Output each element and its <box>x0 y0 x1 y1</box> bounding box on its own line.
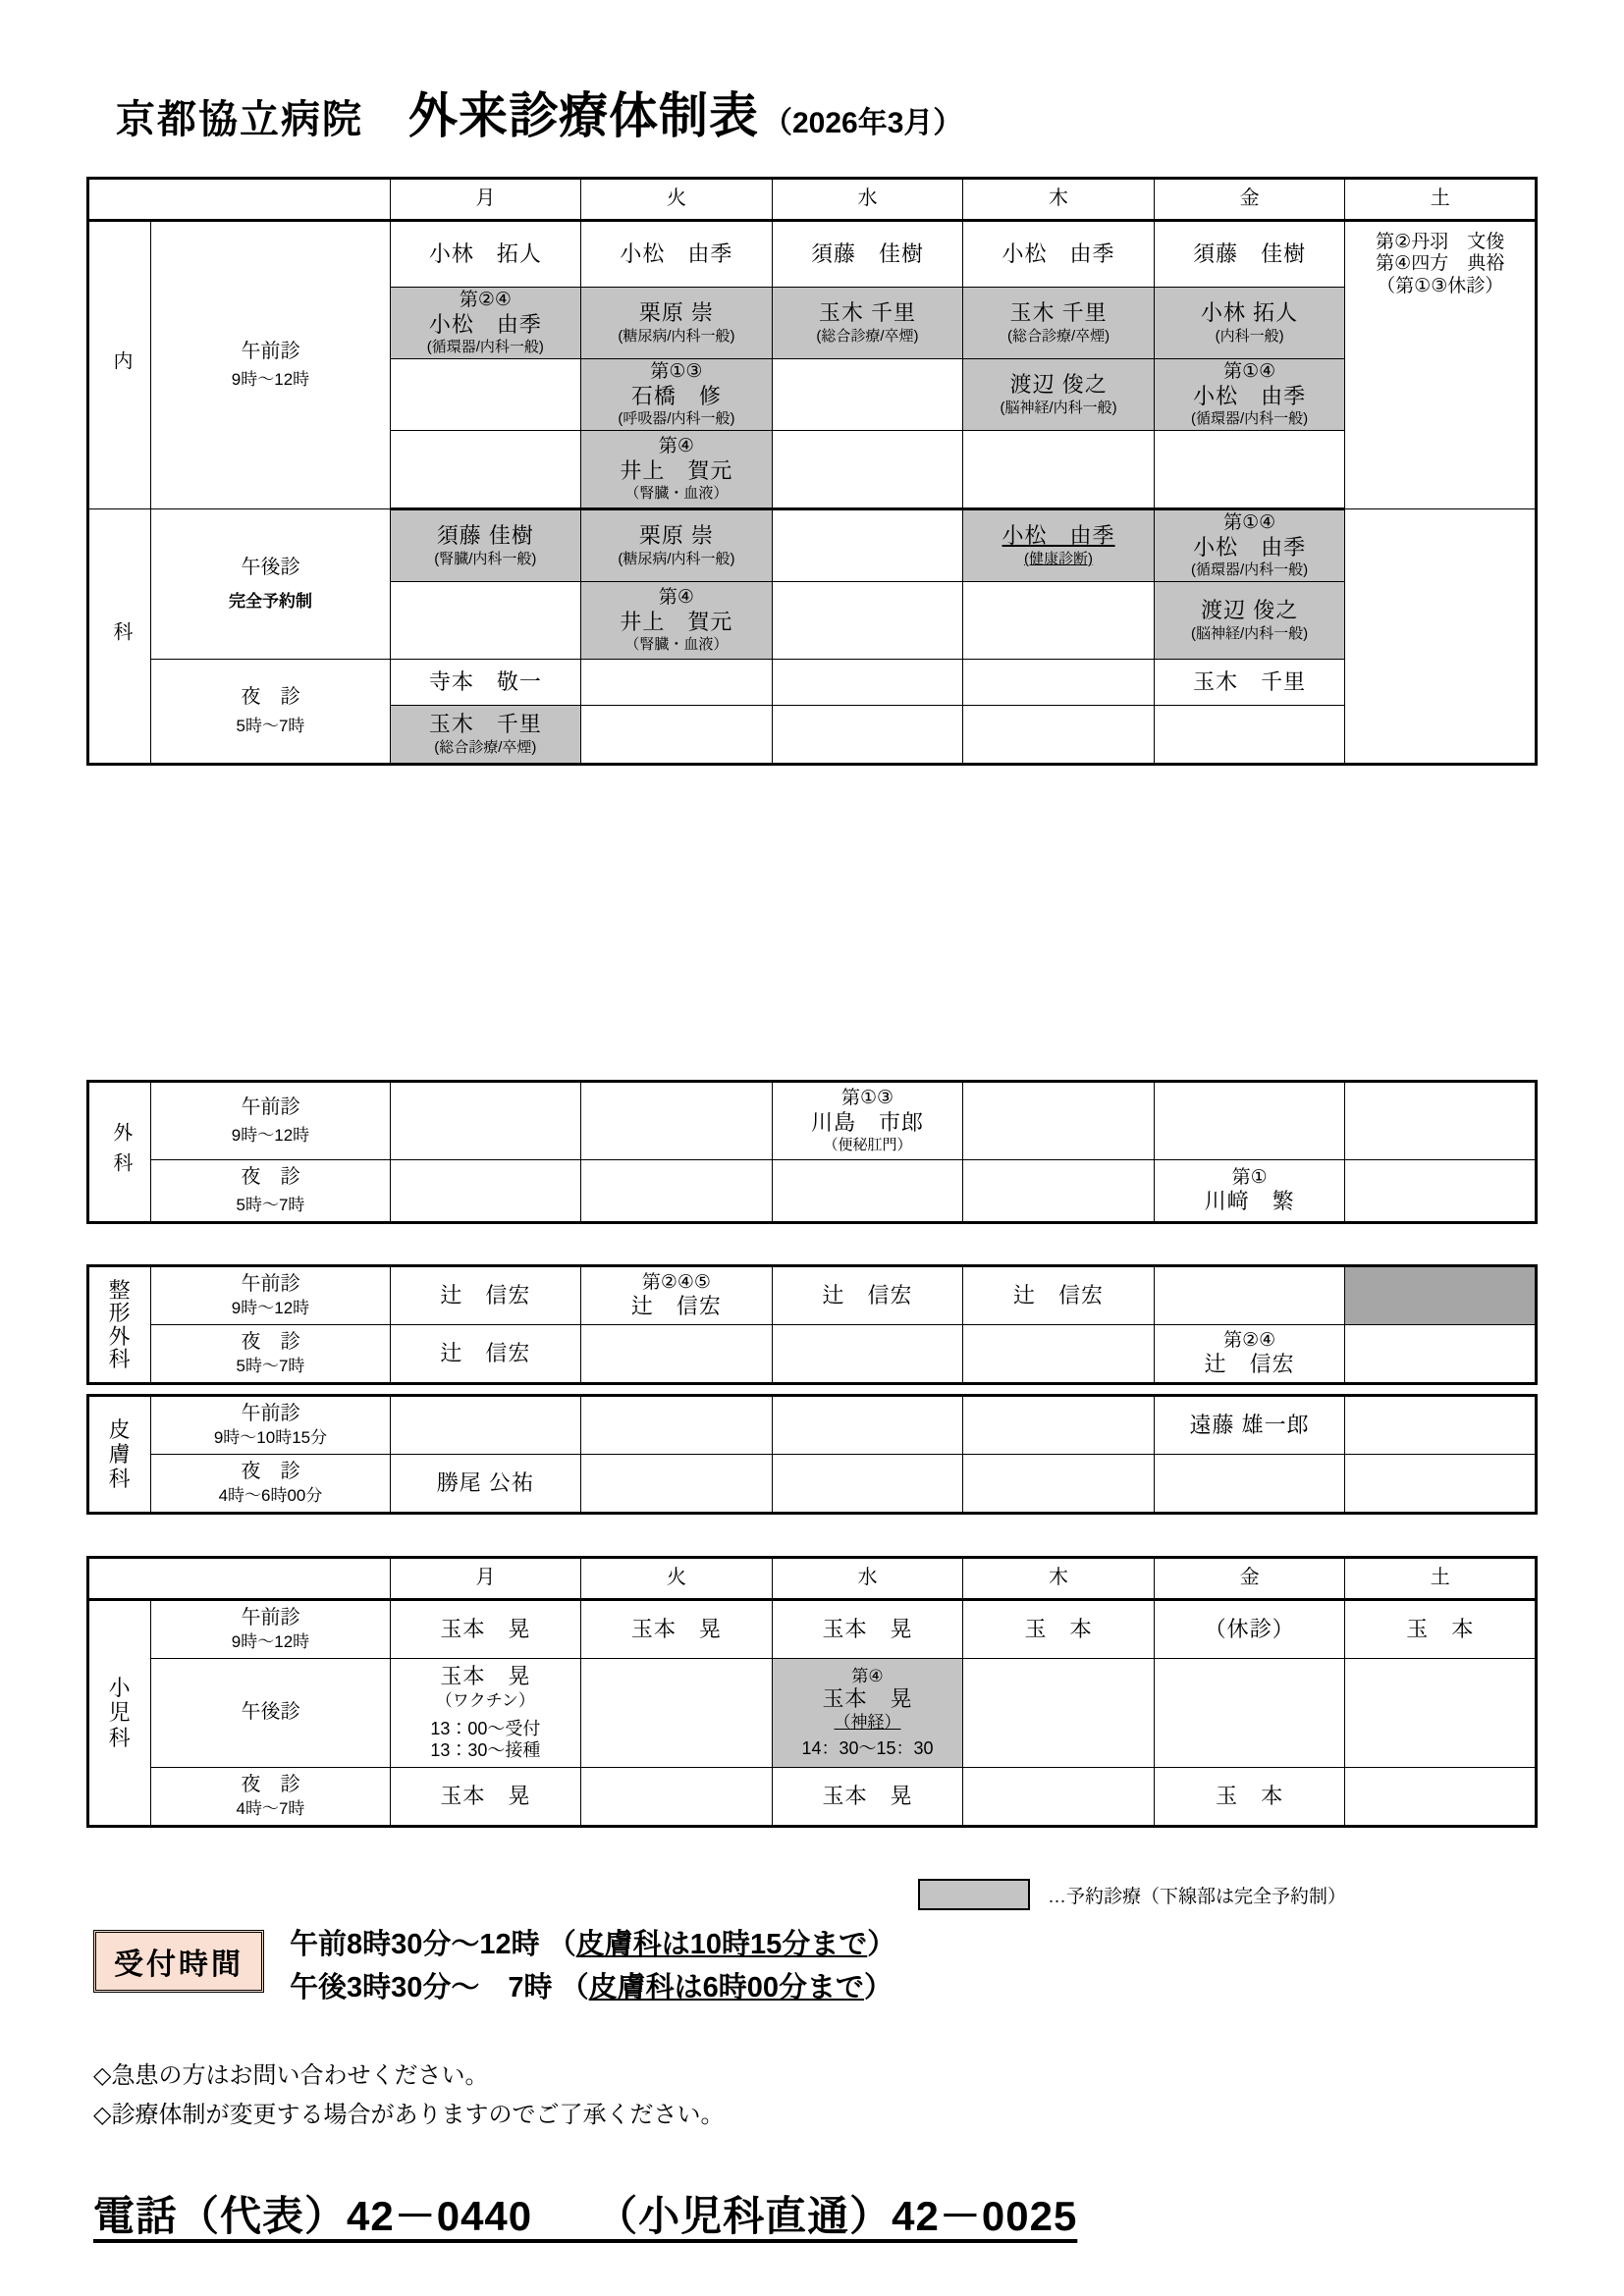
dept-orthopedics: 整 形 外 科 <box>88 1266 151 1384</box>
cell-internal-m4-tue: 第④ 井上 賀元 （腎臓・血液） <box>581 431 773 509</box>
note-item-1: ◇急患の方はお問い合わせください。 <box>93 2062 489 2089</box>
day-header-tue: 火 <box>581 179 773 221</box>
cell-peds-e-wed: 玉本 晃 <box>772 1768 963 1827</box>
notes <box>93 2056 724 2134</box>
reception-line-2 <box>290 1967 895 2010</box>
day-header-fri: 金 <box>1154 179 1345 221</box>
cell-surgery-e-fri: 第① 川﨑 繁 <box>1154 1160 1345 1223</box>
ortho-morning-label <box>151 1266 390 1325</box>
derm-evening-title: 夜 診 <box>241 1461 300 1483</box>
peds-afternoon-row <box>88 1659 1537 1768</box>
legend-text: …予約診療（下線部は完全予約制） <box>1048 1886 1347 1907</box>
peds-day-header-thu: 木 <box>963 1558 1155 1600</box>
peds-evening-label <box>151 1768 390 1827</box>
cell-internal-m2-wed: 玉木 千里 (総合診療/卒煙) <box>772 288 963 359</box>
cell-derm-e-thu <box>963 1455 1155 1514</box>
orthopedics-table <box>86 1264 1538 1385</box>
cell-surgery-m-thu <box>963 1082 1155 1160</box>
cell-internal-m1-tue: 小松 由季 <box>581 221 773 288</box>
internal-evening-row-1 <box>88 660 1537 706</box>
cell-internal-m2-thu: 玉木 千里 (総合診療/卒煙) <box>963 288 1155 359</box>
internal-afternoon-label <box>151 509 390 660</box>
cell-internal-a1-thu: 小松 由季 (健康診断) <box>963 509 1155 582</box>
surgery-morning-row <box>88 1082 1537 1160</box>
cell-internal-m1-sat: 第②丹羽 文俊 第④四方 典裕 （第①③休診） <box>1345 221 1537 509</box>
cell-internal-m4-thu <box>963 431 1155 509</box>
cell-ortho-m-wed: 辻 信宏 <box>772 1266 963 1325</box>
cell-surgery-e-mon <box>390 1160 581 1223</box>
ortho-morning-row <box>88 1266 1537 1325</box>
surgery-evening-label <box>151 1160 390 1223</box>
day-header-wed: 水 <box>772 179 963 221</box>
cell-internal-m1-wed: 須藤 佳樹 <box>772 221 963 288</box>
reception-line-2-main: 午後3時30分～ 7時 <box>290 1971 553 2003</box>
internal-medicine-table <box>86 177 1538 766</box>
cell-derm-m-tue <box>581 1396 773 1455</box>
dept-surgery: 外 科 <box>88 1082 151 1223</box>
peds-evening-row <box>88 1768 1537 1827</box>
peds-afternoon-title: 午後診 <box>241 1701 300 1724</box>
cell-internal-e2-tue <box>581 706 773 765</box>
pediatrics-table <box>86 1556 1538 1828</box>
cell-ortho-e-mon: 辻 信宏 <box>390 1325 581 1384</box>
internal-afternoon-row-1 <box>88 509 1537 582</box>
reception-line-1-note: 皮膚科は10時15分まで <box>575 1929 868 1960</box>
internal-morning-hours: 9時～12時 <box>231 370 310 390</box>
cell-internal-e2-wed <box>772 706 963 765</box>
peds-evening-hours: 4時～7時 <box>236 1798 305 1818</box>
cell-peds-m-fri: （休診） <box>1154 1600 1345 1659</box>
cell-peds-e-fri: 玉 本 <box>1154 1768 1345 1827</box>
surgery-morning-title: 午前診 <box>241 1095 300 1118</box>
cell-peds-a-thu <box>963 1659 1155 1768</box>
cell-derm-m-sat <box>1345 1396 1537 1455</box>
cell-ortho-e-sat <box>1345 1325 1537 1384</box>
cell-internal-m3-fri: 第①④ 小松 由季 (循環器/内科一般) <box>1154 359 1345 431</box>
cell-surgery-m-fri <box>1154 1082 1345 1160</box>
internal-morning-title: 午前診 <box>241 340 300 362</box>
cell-peds-m-mon: 玉本 晃 <box>390 1600 581 1659</box>
cell-peds-e-thu <box>963 1768 1155 1827</box>
peds-morning-title: 午前診 <box>241 1607 300 1629</box>
cell-peds-m-sat: 玉 本 <box>1345 1600 1537 1659</box>
header-blank <box>88 179 391 221</box>
cell-internal-e1-fri: 玉木 千里 <box>1154 660 1345 706</box>
surgery-evening-hours: 5時～7時 <box>236 1196 305 1215</box>
reception-lines <box>290 1924 895 2009</box>
cell-surgery-e-wed <box>772 1160 963 1223</box>
cell-internal-e1-thu <box>963 660 1155 706</box>
surgery-table <box>86 1080 1538 1224</box>
day-header-row <box>88 179 1537 221</box>
cell-internal-e1-wed <box>772 660 963 706</box>
cell-surgery-m-sat <box>1345 1082 1537 1160</box>
cell-derm-e-wed <box>772 1455 963 1514</box>
cell-ortho-m-tue: 第②④⑤ 辻 信宏 <box>581 1266 773 1325</box>
cell-peds-a-wed: 第④ 玉本 晃 （神経） 14：30～15：30 <box>772 1659 963 1768</box>
cell-surgery-e-thu <box>963 1160 1155 1223</box>
note-item-2: ◇診療体制が変更する場合がありますのでご了承ください。 <box>93 2101 725 2128</box>
cell-peds-a-mon: 玉本 晃 （ワクチン） 13：00～受付 13：30～接種 <box>390 1659 581 1768</box>
day-header-sat: 土 <box>1345 179 1537 221</box>
cell-internal-e2-fri <box>1154 706 1345 765</box>
cell-internal-m4-wed <box>772 431 963 509</box>
cell-peds-e-sat <box>1345 1768 1537 1827</box>
cell-peds-m-tue: 玉本 晃 <box>581 1600 773 1659</box>
cell-ortho-e-thu <box>963 1325 1155 1384</box>
cell-internal-m2-mon: 第②④ 小松 由季 (循環器/内科一般) <box>390 288 581 359</box>
legend <box>918 1879 1346 1910</box>
reception-line-2-note: 皮膚科は6時00分まで <box>588 1971 864 2003</box>
dermatology-table <box>86 1394 1538 1515</box>
peds-morning-row <box>88 1600 1537 1659</box>
cell-internal-e2-mon: 玉木 千里 (総合診療/卒煙) <box>390 706 581 765</box>
peds-day-header-mon: 月 <box>390 1558 581 1600</box>
cell-peds-m-thu: 玉 本 <box>963 1600 1155 1659</box>
cell-ortho-m-fri <box>1154 1266 1345 1325</box>
reception-label: 受付時間 <box>93 1930 264 1993</box>
peds-afternoon-label <box>151 1659 390 1768</box>
cell-internal-m4-fri <box>1154 431 1345 509</box>
internal-morning-row-1 <box>88 221 1537 288</box>
surgery-morning-label <box>151 1082 390 1160</box>
peds-day-header-fri: 金 <box>1154 1558 1345 1600</box>
ortho-evening-row <box>88 1325 1537 1384</box>
internal-evening-title: 夜 診 <box>241 686 300 709</box>
ortho-morning-hours: 9時～12時 <box>231 1298 310 1317</box>
document-title: 外来診療体制表 <box>408 88 759 143</box>
cell-internal-a2-tue: 第④ 井上 賀元 （腎臓・血液） <box>581 582 773 660</box>
cell-derm-m-fri: 遠藤 雄一郎 <box>1154 1396 1345 1455</box>
cell-surgery-m-wed: 第①③ 川島 市郎 （便秘肛門） <box>772 1082 963 1160</box>
peds-day-header-tue: 火 <box>581 1558 773 1600</box>
cell-ortho-m-sat <box>1345 1266 1537 1325</box>
cell-internal-m1-mon: 小林 拓人 <box>390 221 581 288</box>
reception-line-1 <box>290 1924 895 1967</box>
dept-dermatology: 皮 膚 科 <box>88 1396 151 1514</box>
cell-peds-e-mon: 玉本 晃 <box>390 1768 581 1827</box>
cell-internal-a1-fri: 第①④ 小松 由季 (循環器/内科一般) <box>1154 509 1345 582</box>
ortho-evening-hours: 5時～7時 <box>236 1356 305 1375</box>
ortho-morning-title: 午前診 <box>241 1273 300 1296</box>
peds-morning-hours: 9時～12時 <box>231 1631 310 1651</box>
reception-line-1-main: 午前8時30分～12時 <box>290 1929 540 1960</box>
cell-derm-m-mon <box>390 1396 581 1455</box>
reception-line-2-paren-close: ） <box>863 1971 893 2003</box>
dept-pediatrics: 小 児 科 <box>88 1600 151 1827</box>
document-period: （2026年3月） <box>763 107 963 139</box>
peds-header-blank <box>88 1558 391 1600</box>
ortho-evening-title: 夜 診 <box>241 1331 300 1354</box>
cell-internal-e1-mon: 寺本 敬一 <box>390 660 581 706</box>
cell-derm-e-tue <box>581 1455 773 1514</box>
cell-internal-afternoon-sat <box>1345 509 1537 765</box>
page-title <box>116 77 962 147</box>
cell-internal-m3-tue: 第①③ 石橋 修 (呼吸器/内科一般) <box>581 359 773 431</box>
cell-peds-e-tue <box>581 1768 773 1827</box>
day-header-mon: 月 <box>390 179 581 221</box>
cell-internal-a1-wed <box>772 509 963 582</box>
cell-internal-m3-wed <box>772 359 963 431</box>
cell-ortho-e-wed <box>772 1325 963 1384</box>
internal-afternoon-title: 午後診 <box>241 557 300 579</box>
reception-line-2-paren-open: （ <box>560 1971 589 2003</box>
day-header-thu: 木 <box>963 179 1155 221</box>
cell-derm-e-fri <box>1154 1455 1345 1514</box>
dept-internal-bottom: 科 <box>88 509 151 765</box>
cell-internal-m2-tue: 栗原 崇 (糖尿病/内科一般) <box>581 288 773 359</box>
internal-evening-label <box>151 660 390 765</box>
cell-ortho-e-tue <box>581 1325 773 1384</box>
cell-internal-a2-mon <box>390 582 581 660</box>
derm-morning-title: 午前診 <box>241 1403 300 1425</box>
cell-surgery-m-tue <box>581 1082 773 1160</box>
reception-line-1-paren-open: （ <box>547 1929 576 1960</box>
peds-day-header-row <box>88 1558 1537 1600</box>
legend-swatch-reservation <box>918 1879 1030 1910</box>
ortho-evening-label <box>151 1325 390 1384</box>
cell-peds-a-tue <box>581 1659 773 1768</box>
cell-internal-a1-mon: 須藤 佳樹 (腎臓/内科一般) <box>390 509 581 582</box>
cell-peds-a-sat <box>1345 1659 1537 1768</box>
phone-numbers: 電話（代表）42－0440 （小児科直通）42－0025 <box>93 2193 1078 2239</box>
cell-internal-a2-thu <box>963 582 1155 660</box>
reception-hours <box>93 1924 895 2009</box>
cell-peds-m-wed: 玉本 晃 <box>772 1600 963 1659</box>
cell-internal-a1-tue: 栗原 崇 (糖尿病/内科一般) <box>581 509 773 582</box>
peds-evening-title: 夜 診 <box>241 1774 300 1796</box>
cell-ortho-m-thu: 辻 信宏 <box>963 1266 1155 1325</box>
hospital-name: 京都協立病院 <box>116 98 363 141</box>
cell-internal-a2-fri: 渡辺 俊之 (脳神経/内科一般) <box>1154 582 1345 660</box>
derm-morning-row <box>88 1396 1537 1455</box>
cell-surgery-m-mon <box>390 1082 581 1160</box>
derm-evening-label <box>151 1455 390 1514</box>
cell-internal-m3-mon <box>390 359 581 431</box>
cell-internal-m1-fri: 須藤 佳樹 <box>1154 221 1345 288</box>
cell-derm-m-thu <box>963 1396 1155 1455</box>
cell-derm-e-sat <box>1345 1455 1537 1514</box>
cell-internal-e2-thu <box>963 706 1155 765</box>
derm-morning-hours: 9時～10時15分 <box>213 1427 328 1447</box>
cell-internal-m2-fri: 小林 拓人 (内科一般) <box>1154 288 1345 359</box>
dept-internal-top: 内 <box>88 221 151 509</box>
derm-evening-hours: 4時～6時00分 <box>218 1485 323 1505</box>
peds-morning-label <box>151 1600 390 1659</box>
cell-internal-a2-wed <box>772 582 963 660</box>
reception-line-1-paren-close: ） <box>867 1929 896 1960</box>
cell-ortho-e-fri: 第②④ 辻 信宏 <box>1154 1325 1345 1384</box>
cell-internal-m4-mon <box>390 431 581 509</box>
cell-surgery-e-sat <box>1345 1160 1537 1223</box>
cell-derm-e-mon: 勝尾 公祐 <box>390 1455 581 1514</box>
surgery-morning-hours: 9時～12時 <box>231 1126 310 1146</box>
internal-afternoon-note: 完全予約制 <box>228 591 312 611</box>
surgery-evening-row <box>88 1160 1537 1223</box>
cell-internal-m1-thu: 小松 由季 <box>963 221 1155 288</box>
cell-surgery-e-tue <box>581 1160 773 1223</box>
derm-evening-row <box>88 1455 1537 1514</box>
cell-ortho-m-mon: 辻 信宏 <box>390 1266 581 1325</box>
cell-derm-m-wed <box>772 1396 963 1455</box>
surgery-evening-title: 夜 診 <box>241 1165 300 1188</box>
derm-morning-label <box>151 1396 390 1455</box>
cell-internal-e1-tue <box>581 660 773 706</box>
internal-morning-label <box>151 221 390 509</box>
cell-peds-a-fri <box>1154 1659 1345 1768</box>
cell-internal-m3-thu: 渡辺 俊之 (脳神経/内科一般) <box>963 359 1155 431</box>
internal-evening-hours: 5時～7時 <box>236 716 305 735</box>
peds-day-header-wed: 水 <box>772 1558 963 1600</box>
peds-day-header-sat: 土 <box>1345 1558 1537 1600</box>
